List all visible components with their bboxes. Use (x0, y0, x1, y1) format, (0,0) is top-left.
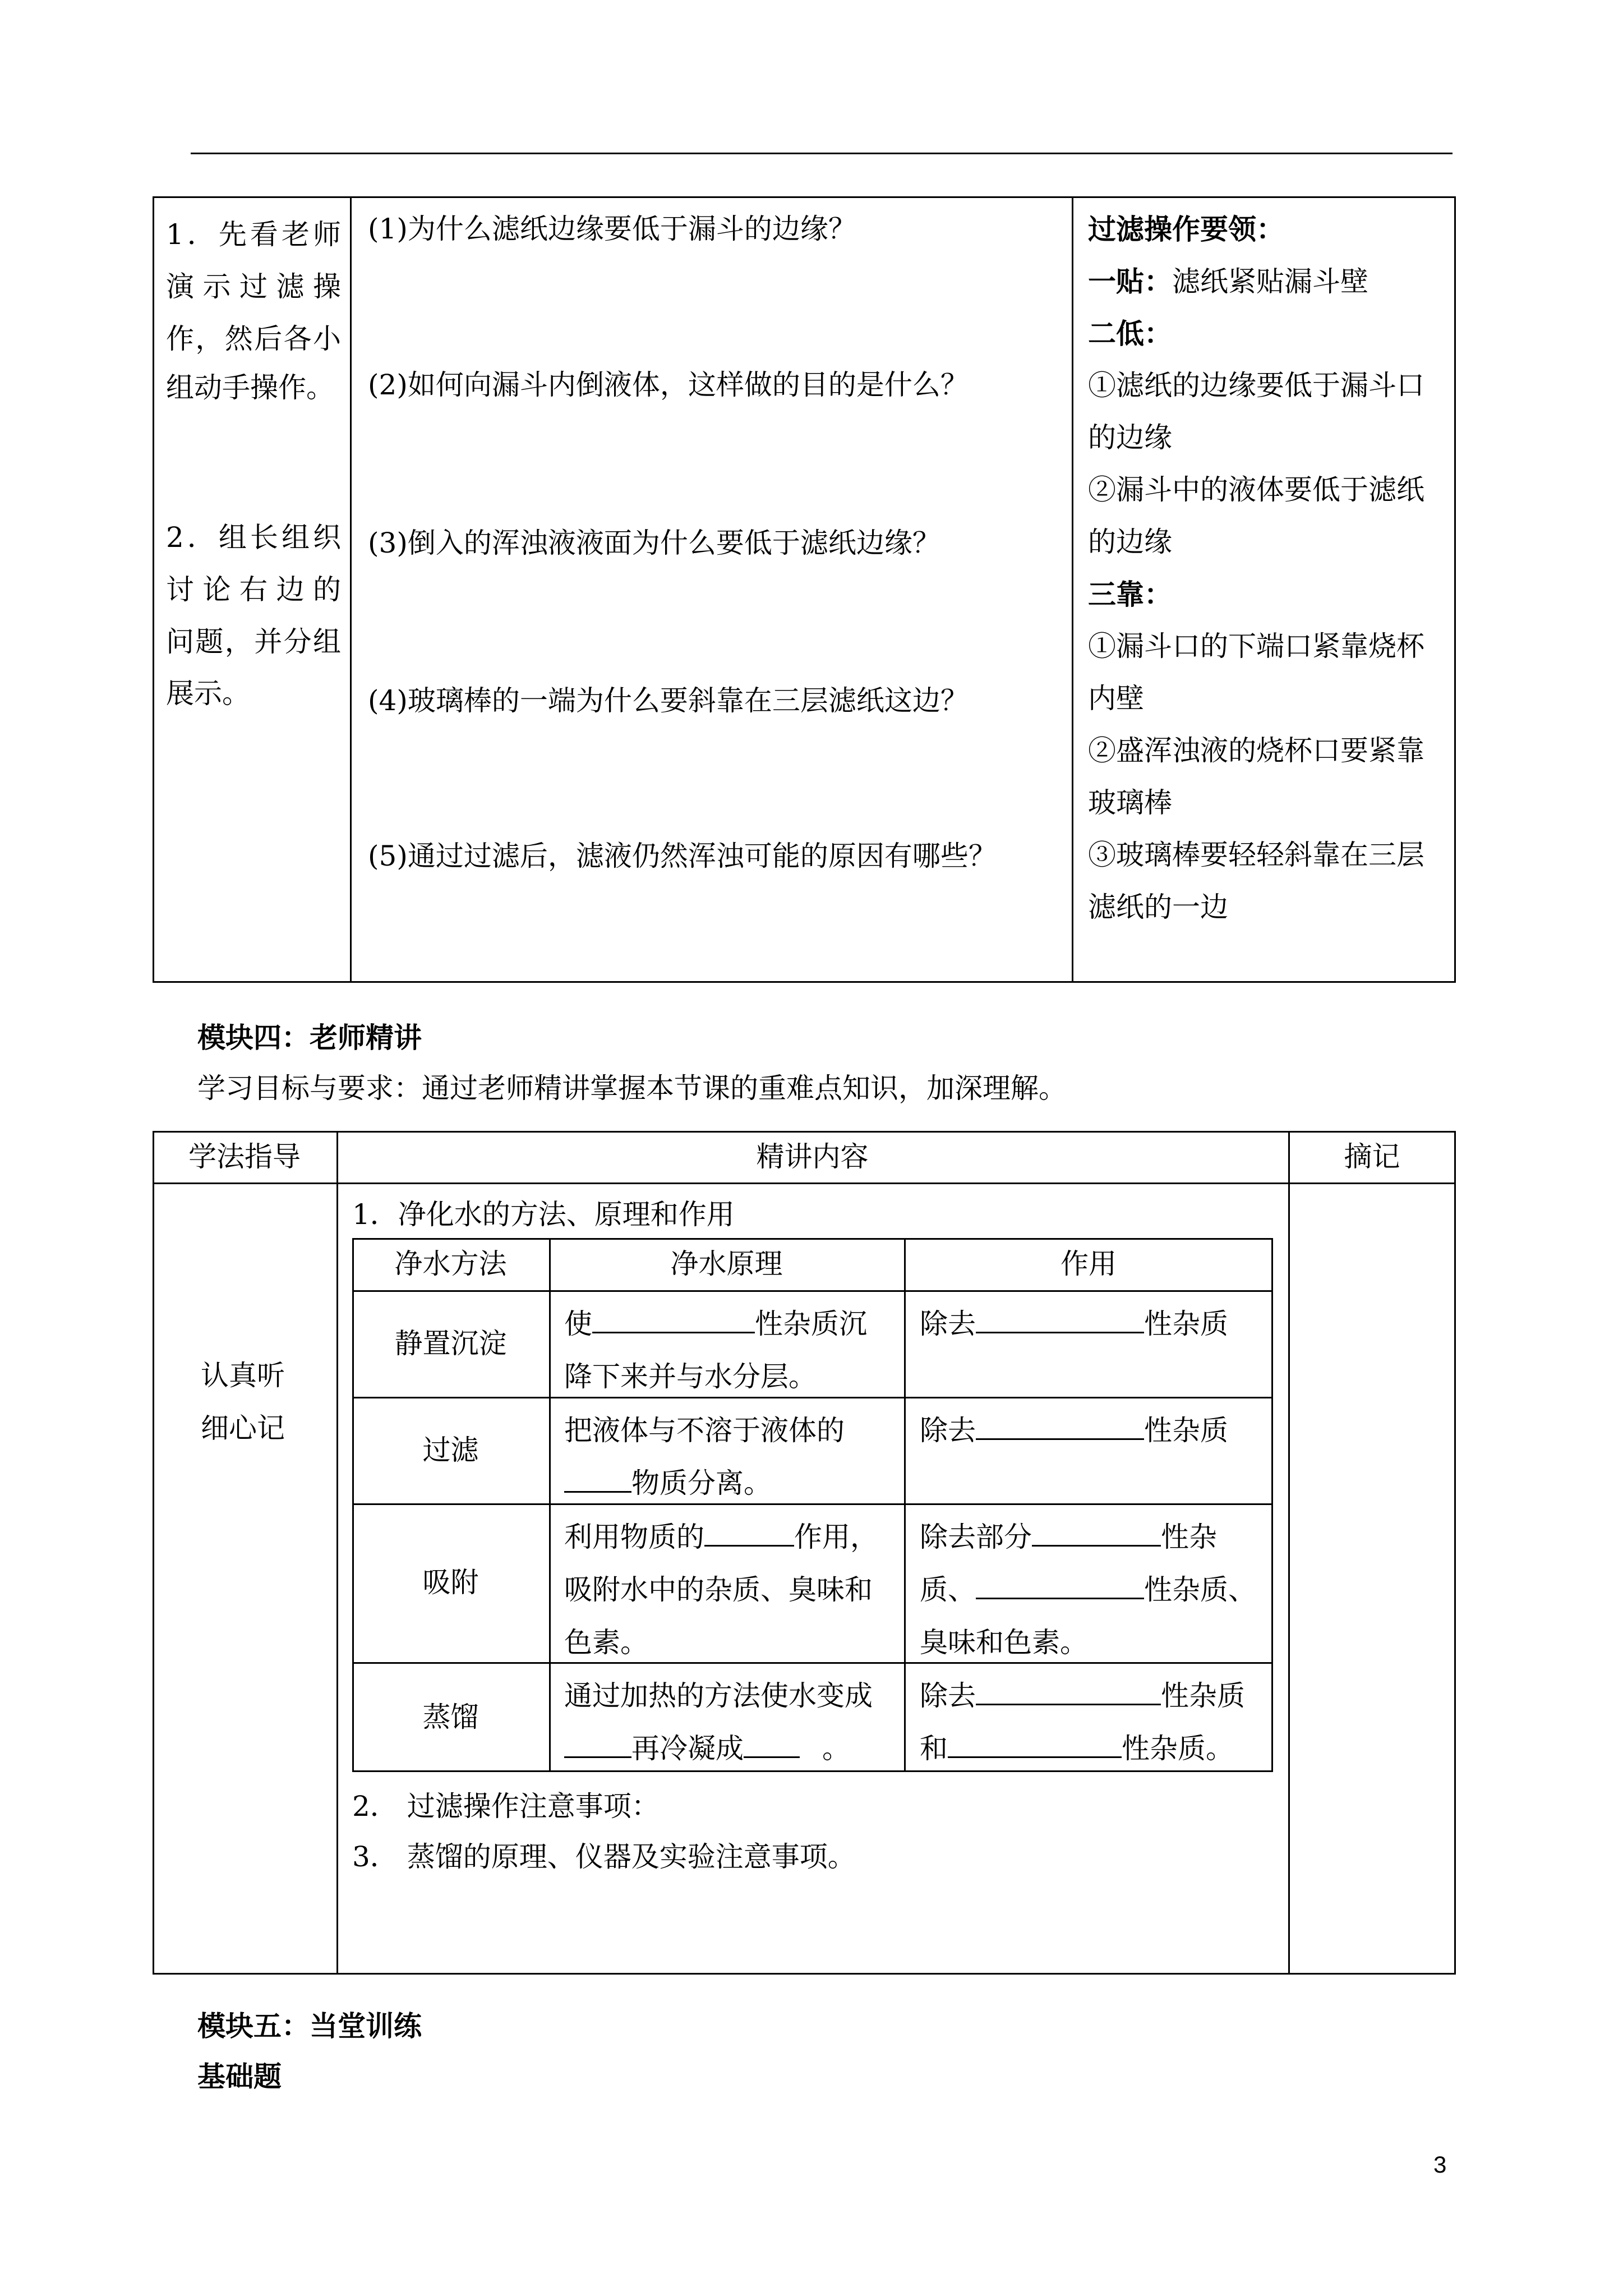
fill-blank (948, 1727, 1122, 1758)
study-guide-line: 细心记 (201, 1412, 285, 1444)
question: (2)如何向漏斗内倒液体，这样做的目的是什么？ (368, 369, 969, 401)
table-divider (1072, 196, 1073, 983)
table-divider (904, 1238, 906, 1772)
fill-blank (592, 1303, 755, 1333)
method-cell: 蒸馏 (422, 1701, 479, 1733)
principle-line: 通过加热的方法使水变成 (564, 1680, 873, 1712)
key-point-line: ②漏斗中的液体要低于滤纸 (1088, 473, 1424, 506)
page-number: 3 (1433, 2151, 1447, 2178)
study-guide-line: 认真听 (201, 1359, 285, 1392)
question: (1)为什么滤纸边缘要低于漏斗的边缘？ (368, 213, 856, 245)
method-cell: 过滤 (422, 1434, 479, 1466)
header-notes: 摘记 (1344, 1140, 1400, 1173)
principle-text: 物质分离。 (631, 1467, 772, 1499)
key-point-label: 二低： (1088, 317, 1172, 350)
principle-line (564, 1511, 878, 1563)
step-line: 问题，并分组 (166, 625, 341, 658)
module4-title: 模块四：老师精讲 (197, 1021, 422, 1054)
key-point-label: 一贴： (1088, 265, 1172, 298)
principle-text: 作用， (794, 1521, 878, 1553)
principle-line (564, 1457, 772, 1510)
fill-blank (976, 1303, 1144, 1333)
effect-line (920, 1511, 1217, 1563)
module4-goal: 学习目标与要求：通过老师精讲掌握本节课的重难点知识，加深理解。 (197, 1072, 1067, 1105)
step-line: 讨论右边的 (166, 573, 341, 606)
principle-text: 使 (564, 1308, 592, 1340)
principle-line: 把液体与不溶于液体的 (564, 1414, 845, 1447)
effect-line (920, 1722, 1234, 1775)
effect-text: 性杂质。 (1122, 1732, 1234, 1765)
key-point-line: 的边缘 (1088, 526, 1172, 558)
key-point-text: 滤纸紧贴漏斗壁 (1172, 265, 1368, 298)
inner-header-effect: 作用 (1061, 1248, 1117, 1280)
effect-text: 除去部分 (920, 1521, 1032, 1553)
fill-blank (704, 1516, 794, 1547)
key-points-title: 过滤操作要领： (1088, 213, 1284, 246)
lecture-item-1: 1．净化水的方法、原理和作用 (352, 1198, 735, 1231)
fill-blank (1032, 1516, 1161, 1547)
table-divider (1288, 1131, 1290, 1975)
effect-text: 性杂质 (1144, 1414, 1228, 1447)
key-point-one (1088, 255, 1368, 308)
step-line: 演示过滤操 (166, 270, 341, 303)
key-point-line: 的边缘 (1088, 421, 1172, 454)
principle-line: 吸附水中的杂质、臭味和 (564, 1573, 873, 1606)
fill-blank (564, 1462, 631, 1493)
fill-blank (976, 1568, 1144, 1599)
principle-line: 降下来并与水分层。 (564, 1360, 817, 1393)
effect-text: 性杂质、 (1144, 1573, 1256, 1606)
principle-text: 再冷凝成 (631, 1732, 744, 1765)
key-point-line: 滤纸的一边 (1088, 891, 1228, 923)
principle-text: 性杂质沉 (755, 1308, 867, 1340)
step-line: 展示。 (166, 677, 250, 710)
effect-text: 性杂质 (1161, 1680, 1245, 1712)
step-line: 作，然后各小 (166, 323, 341, 355)
principle-line: 色素。 (564, 1626, 648, 1659)
effect-text: 性杂质 (1144, 1308, 1228, 1340)
principle-text: 。 (822, 1732, 850, 1765)
question: (5)通过过滤后，滤液仍然浑浊可能的原因有哪些？ (368, 840, 997, 872)
principle-text: 利用物质的 (564, 1521, 704, 1553)
effect-text: 除去 (920, 1680, 976, 1712)
principle-line (564, 1722, 850, 1775)
effect-text: 质、 (920, 1573, 976, 1606)
effect-line (920, 1297, 1228, 1350)
header-guide: 学法指导 (188, 1140, 301, 1173)
key-point-line: ②盛浑浊液的烧杯口要紧靠 (1088, 734, 1424, 767)
effect-text: 除去 (920, 1308, 976, 1340)
module5-title: 模块五：当堂训练 (197, 2009, 422, 2042)
fill-blank (564, 1727, 631, 1758)
step-line: 组动手操作。 (166, 371, 334, 404)
step-line: 2．组长组织 (166, 521, 341, 554)
method-cell: 静置沉淀 (394, 1327, 507, 1360)
question: (4)玻璃棒的一端为什么要斜靠在三层滤纸这边？ (368, 684, 969, 717)
effect-text: 和 (920, 1732, 948, 1765)
header-content: 精讲内容 (756, 1140, 869, 1173)
effect-line (920, 1404, 1228, 1457)
table-divider (549, 1238, 551, 1772)
effect-line: 臭味和色素。 (920, 1626, 1088, 1659)
key-point-line: ①漏斗口的下端口紧靠烧杯 (1088, 630, 1424, 662)
method-cell: 吸附 (422, 1566, 479, 1599)
lecture-item-2: 2． 过滤操作注意事项： (352, 1790, 660, 1823)
principle-line (564, 1297, 867, 1350)
study-guide (201, 1349, 285, 1455)
effect-line (920, 1563, 1256, 1616)
header-rule (191, 153, 1453, 154)
lecture-item-3: 3． 蒸馏的原理、仪器及实验注意事项。 (352, 1841, 856, 1873)
key-point-line: ③玻璃棒要轻轻斜靠在三层 (1088, 839, 1424, 871)
fill-blank (744, 1727, 800, 1758)
module5-subtitle: 基础题 (197, 2060, 282, 2093)
effect-text: 除去 (920, 1414, 976, 1447)
fill-blank (976, 1409, 1144, 1440)
key-point-line: ①滤纸的边缘要低于漏斗口 (1088, 369, 1424, 402)
table-divider (336, 1131, 338, 1975)
table-divider (153, 1182, 1456, 1184)
question: (3)倒入的浑浊液液面为什么要低于滤纸边缘？ (368, 527, 940, 559)
key-point-line: 玻璃棒 (1088, 786, 1172, 819)
fill-blank (976, 1674, 1161, 1705)
inner-header-method: 净水方法 (394, 1248, 507, 1280)
effect-line (920, 1669, 1245, 1722)
table-divider (350, 196, 352, 983)
key-point-line: 内壁 (1088, 682, 1144, 715)
inner-header-principle: 净水原理 (670, 1248, 783, 1280)
key-point-label: 三靠： (1088, 578, 1172, 611)
effect-text: 性杂 (1161, 1521, 1217, 1553)
step-line: 1．先看老师 (166, 218, 341, 251)
